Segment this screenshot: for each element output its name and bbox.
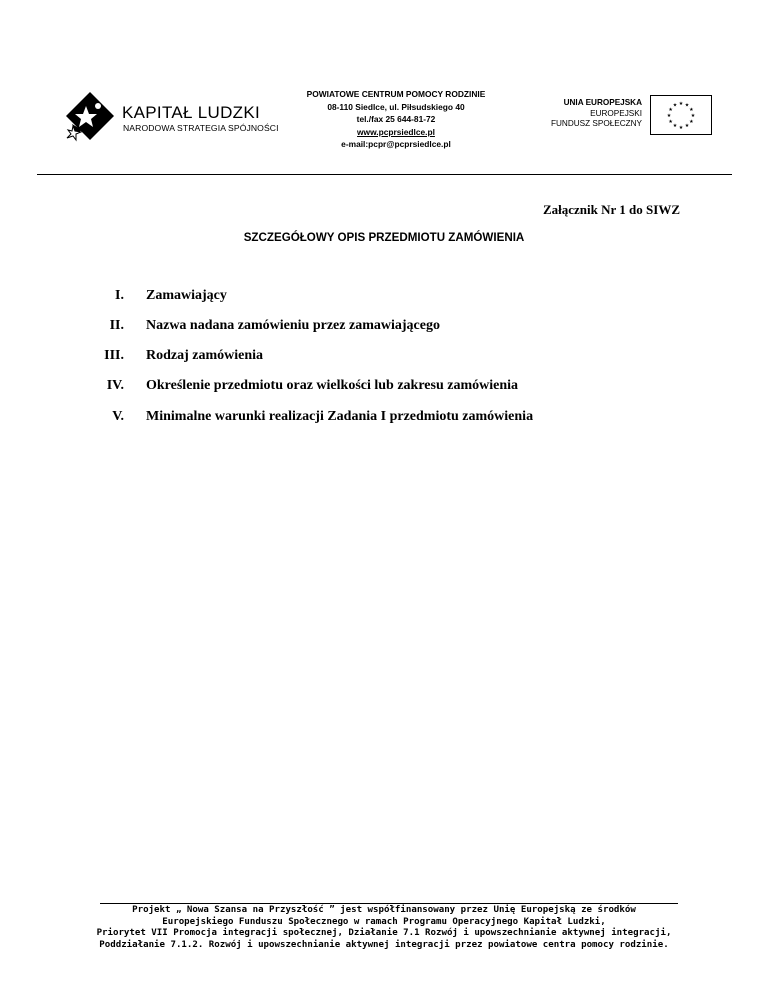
institution-info — [280, 88, 512, 151]
section-number: III. — [104, 348, 124, 363]
section-title: Rodzaj zamówienia — [146, 348, 264, 363]
header-divider — [37, 174, 732, 175]
footer-line: Priorytet VII Promocja integracji społecznej, Działanie 7.1 Rozwój i upowszechnianie aktywnej integracji, — [96, 928, 672, 939]
eu-star-icon: ★ — [668, 106, 673, 113]
eu-star-icon: ★ — [684, 102, 690, 109]
footer-divider — [100, 903, 678, 904]
eu-star-icon: ★ — [678, 124, 684, 131]
eu-flag-icon — [650, 95, 712, 135]
section-number: II. — [109, 318, 124, 333]
eu-star-icon: ★ — [666, 112, 672, 119]
kapital-ludzki-logo-icon — [64, 90, 116, 142]
footer-line: Projekt „ Nowa Szansa na Przyszłość ” jest współfinansowany przez Unię Europejską ze środków — [132, 905, 636, 915]
eu-line3: FUNDUSZ SPOŁECZNY — [551, 119, 642, 128]
logo-title: KAPITAŁ LUDZKI — [122, 103, 261, 122]
eu-star-icon: ★ — [689, 118, 694, 125]
document-title: SZCZEGÓŁOWY OPIS PRZEDMIOTU ZAMÓWIENIA — [243, 231, 525, 244]
logo-subtitle: NARODOWA STRATEGIA SPÓJNOŚCI — [123, 123, 279, 133]
section-number: I. — [115, 288, 124, 303]
section-number: IV. — [106, 378, 124, 393]
institution-name: POWIATOWE CENTRUM POMOCY RODZINIE — [306, 89, 486, 99]
eu-star-icon: ★ — [684, 123, 690, 130]
eu-line1: UNIA EUROPEJSKA — [563, 98, 642, 107]
institution-email[interactable]: e-mail:pcpr@pcprsiedlce.pl — [341, 139, 451, 150]
institution-phone: tel./fax 25 644-81-72 — [356, 114, 436, 125]
institution-website-link[interactable]: www.pcprsiedlce.pl — [357, 126, 435, 137]
footer-line: Poddziałanie 7.1.2. Rozwój i upowszechnianie aktywnej integracji przez powiatowe centra pomocy rodzinie. — [99, 939, 669, 950]
eu-star-icon: ★ — [678, 100, 684, 107]
eu-star-icon: ★ — [690, 112, 696, 119]
eu-star-icon: ★ — [668, 118, 673, 125]
annex-label: Załącznik Nr 1 do SIWZ — [542, 202, 680, 217]
eu-label — [540, 98, 642, 130]
footer-line: Europejskiego Funduszu Społecznego w ramach Programu Operacyjnego Kapitał Ludzki, — [162, 916, 606, 927]
eu-line2: EUROPEJSKI — [590, 108, 642, 118]
eu-star-icon: ★ — [672, 123, 678, 130]
eu-star-icon: ★ — [672, 102, 678, 109]
institution-address: 08-110 Siedlce, ul. Piłsudskiego 40 — [327, 101, 465, 112]
section-title: Zamawiający — [146, 288, 227, 303]
section-number: V. — [112, 409, 124, 424]
section-title: Nazwa nadana zamówieniu przez zamawiającego — [146, 318, 440, 333]
section-title: Minimalne warunki realizacji Zadania I przedmiotu zamówienia — [146, 409, 534, 424]
section-title: Określenie przedmiotu oraz wielkości lub zakresu zamówienia — [146, 378, 519, 393]
eu-star-icon: ★ — [689, 106, 694, 113]
footer-text — [24, 905, 744, 951]
